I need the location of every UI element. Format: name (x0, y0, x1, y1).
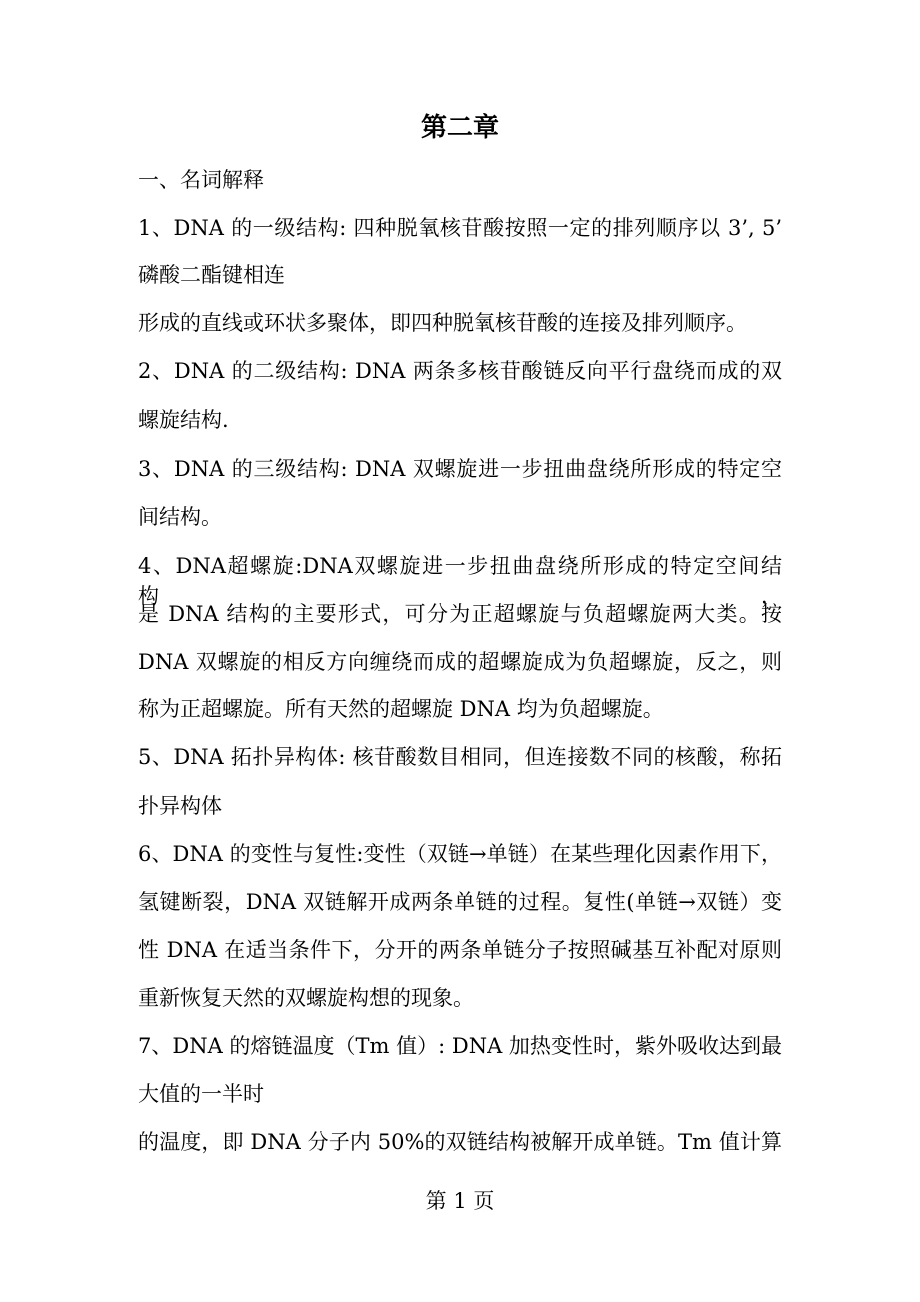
text-line-15: 氢键断裂，DNA 双链解开成两条单链的过程。复性(单链→双链）变 (138, 890, 782, 914)
text-line-13: 扑异构体 (138, 794, 222, 818)
text-line-7: 间结构。 (138, 505, 222, 529)
text-line-17: 重新恢复天然的双螺旋构想的现象。 (138, 986, 474, 1010)
text-line-9: 是 DNA 结构的主要形式，可分为正超螺旋与负超螺旋两大类。按 (138, 602, 782, 626)
text-line-14: 6、DNA 的变性与复性:变性（双链→单链）在某些理化因素作用下， (138, 842, 782, 866)
text-line-19: 大值的一半时 (138, 1082, 264, 1106)
text-line-2: 磷酸二酯键相连 (138, 263, 285, 287)
text-line-5: 螺旋结构. (138, 408, 229, 432)
text-line-4: 2、DNA 的二级结构: DNA 两条多核苷酸链反向平行盘绕而成的双 (138, 359, 782, 383)
text-line-11: 称为正超螺旋。所有天然的超螺旋 DNA 均为负超螺旋。 (138, 697, 664, 721)
chapter-title: 第二章 (420, 113, 499, 143)
text-line-8: 4、DNA超螺旋:DNA双螺旋进一步扭曲盘绕所形成的特定空间结构， (138, 554, 782, 608)
text-line-3: 形成的直线或环状多聚体，即四种脱氧核苷酸的连接及排列顺序。 (138, 311, 747, 335)
text-line-18: 7、DNA 的熔链温度（Tm 值）: DNA 加热变性时，紫外吸收达到最 (138, 1034, 782, 1058)
text-line-10: DNA 双螺旋的相反方向缠绕而成的超螺旋成为负超螺旋，反之，则 (138, 650, 782, 674)
text-line-16: 性 DNA 在适当条件下，分开的两条单链分子按照碱基互补配对原则 (138, 938, 782, 962)
page-number: 第 1 页 (425, 1189, 495, 1213)
section-heading: 一、名词解释 (138, 168, 264, 192)
text-line-20: 的温度，即 DNA 分子内 50%的双链结构被解开成单链。Tm 值计算 (138, 1130, 782, 1154)
text-line-1: 1、DNA 的一级结构: 四种脱氧核苷酸按照一定的排列顺序以 3’, 5’ (138, 216, 782, 240)
text-line-12: 5、DNA 拓扑异构体: 核苷酸数目相同，但连接数不同的核酸，称拓 (138, 745, 782, 769)
text-line-6: 3、DNA 的三级结构: DNA 双螺旋进一步扭曲盘绕所形成的特定空 (138, 457, 782, 481)
